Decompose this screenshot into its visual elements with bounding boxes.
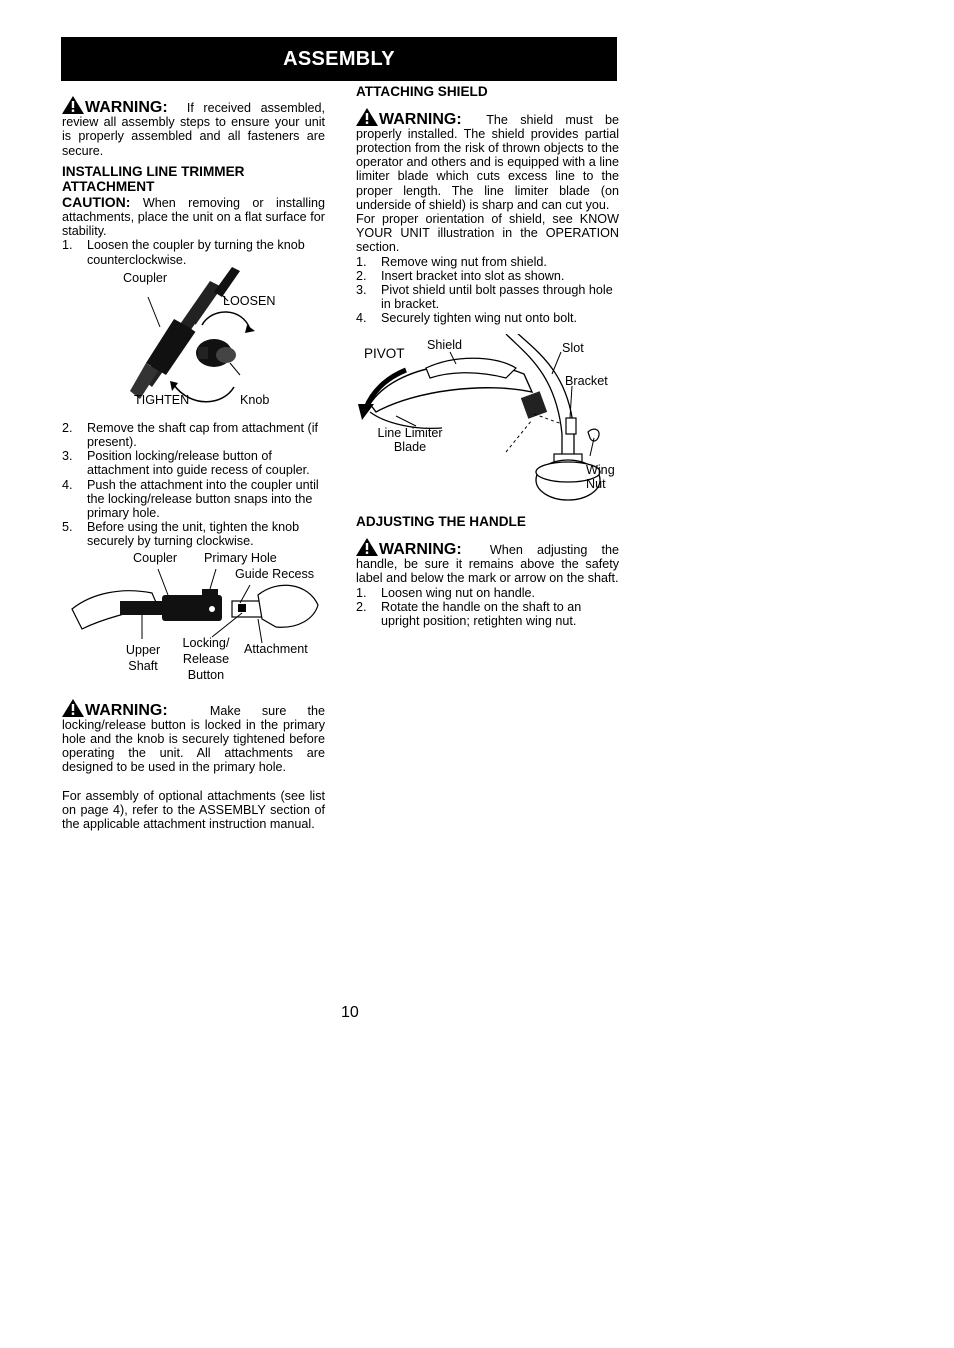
caution-block bbox=[62, 195, 325, 239]
label-primary-hole: Primary Hole bbox=[204, 550, 277, 565]
warning-triangle-icon bbox=[62, 699, 84, 717]
list-item: 1. Loosen wing nut on handle. bbox=[356, 585, 536, 600]
label-guide-recess: Guide Recess bbox=[235, 566, 315, 581]
label-shield: Shield bbox=[427, 337, 463, 352]
label-loosen: LOOSEN bbox=[223, 293, 276, 308]
list-item: 4. Securely tighten wing nut onto bolt. bbox=[356, 311, 578, 326]
list-item: 1. Loosen the coupler by turning the knob counterclockwise. bbox=[62, 238, 305, 267]
warning-label: WARNING: bbox=[379, 541, 462, 559]
warning-label: WARNING: bbox=[85, 99, 168, 116]
orientation-note: For proper orientation of shield, see KNOW YOUR UNIT illustration in the OPERATION section. bbox=[356, 211, 619, 255]
optional-attachments-note: For assembly of optional attachments (see list on page 4), refer to the ASSEMBLY section of the applicable attachment instruction manual. bbox=[62, 788, 325, 832]
section-header: ASSEMBLY bbox=[61, 37, 617, 81]
list-item: 2. Rotate the handle on the shaft to an upright position; retighten wing nut. bbox=[356, 599, 582, 629]
coupler-illustration bbox=[62, 267, 325, 421]
step-list bbox=[356, 586, 619, 629]
list-item: 4. Push the attachment into the coupler until the locking/release button snaps into the primary hole. bbox=[62, 477, 319, 521]
label-pivot: PIVOT bbox=[364, 345, 405, 361]
label-tighten: TIGHTEN bbox=[134, 392, 190, 407]
label-knob: Knob bbox=[240, 392, 270, 407]
section-title-installing: INSTALLING LINE TRIMMER ATTACHMENT bbox=[62, 163, 245, 195]
right-column bbox=[356, 84, 619, 628]
step-list bbox=[62, 421, 325, 549]
label-coupler: Coupler bbox=[123, 270, 168, 285]
list-item: 3. Pivot shield until bolt passes through hole in bracket. bbox=[356, 282, 613, 312]
figure-attachment bbox=[62, 549, 325, 689]
section-title-adjusting-handle: ADJUSTING THE HANDLE bbox=[356, 513, 526, 529]
warning-block bbox=[356, 108, 619, 212]
shield-illustration bbox=[356, 334, 619, 514]
label-bracket: Bracket bbox=[565, 373, 608, 388]
list-item: 2. Insert bracket into slot as shown. bbox=[356, 268, 565, 283]
left-column bbox=[62, 96, 325, 831]
section-title-attaching-shield: ATTACHING SHIELD bbox=[356, 84, 488, 99]
label-slot: Slot bbox=[562, 340, 584, 355]
warning-triangle-icon bbox=[356, 108, 378, 126]
list-item: 5. Before using the unit, tighten the knob securely by turning clockwise. bbox=[62, 520, 300, 549]
label-coupler: Coupler bbox=[133, 550, 178, 565]
caution-text: When removing or installing attachments, place the unit on a flat surface for stability. bbox=[62, 195, 325, 239]
warning-text: If received assembled, review all assembly steps to ensure your unit is properly assembled and all fasteners are secure. bbox=[62, 101, 325, 158]
label-line-limiter-blade: Line Limiter Blade bbox=[377, 425, 443, 454]
label-locking-release: Locking/ Release Button bbox=[182, 635, 230, 682]
label-upper-shaft: Upper Shaft bbox=[125, 642, 161, 673]
caution-label: CAUTION: bbox=[62, 193, 131, 210]
list-item: 1. Remove wing nut from shield. bbox=[356, 254, 547, 269]
warning-block bbox=[62, 699, 325, 775]
warning-block bbox=[62, 96, 325, 158]
warning-block bbox=[356, 538, 619, 586]
warning-triangle-icon bbox=[356, 538, 378, 556]
step-list bbox=[356, 255, 619, 326]
warning-text: Make sure the locking/release button is locked in the primary hole and the knob is securely tightened before operating the unit. All attachments are designed to be used in the primary hole. bbox=[62, 703, 325, 775]
warning-label: WARNING: bbox=[85, 701, 168, 719]
label-wing-nut: Wing Nut bbox=[586, 462, 615, 491]
label-attachment: Attachment bbox=[244, 641, 308, 656]
list-item: 2. Remove the shaft cap from attachment (if present). bbox=[62, 420, 318, 450]
warning-text: When adjusting the handle, be sure it remains above the safety label and below the mark or arrow on the shaft. bbox=[356, 543, 619, 586]
step-list bbox=[62, 238, 325, 266]
list-item: 3. Position locking/release button of attachment into guide recess of coupler. bbox=[62, 449, 310, 478]
warning-label: WARNING: bbox=[379, 110, 462, 128]
page-number: 10 bbox=[341, 1004, 359, 1021]
warning-triangle-icon bbox=[62, 96, 84, 114]
figure-coupler-knob bbox=[62, 267, 325, 421]
figure-shield bbox=[356, 334, 619, 514]
warning-text: The shield must be properly installed. The shield provides partial protection from the risk of thrown objects to the operator and others and is equipped with a line limiter blade which cuts excess line to the proper length. The line limiter blade (on underside of shield) is sharp and can cut you. bbox=[356, 112, 619, 212]
